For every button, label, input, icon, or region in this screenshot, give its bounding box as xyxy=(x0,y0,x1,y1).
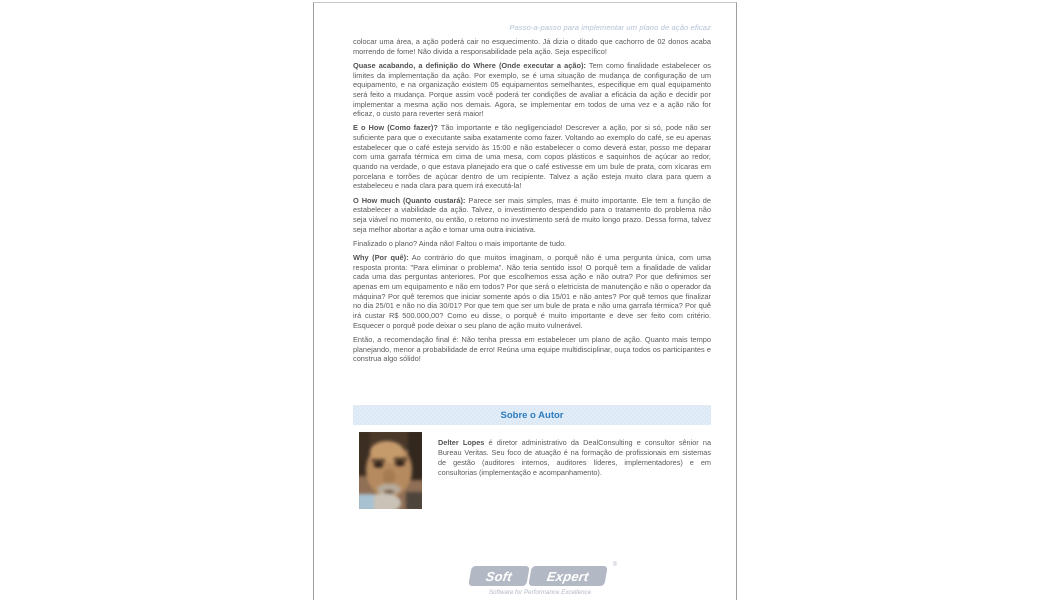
logo-expert-block: Expert xyxy=(528,566,608,586)
page-running-header: Passo-a-passo para implementar um plano de ação eficaz xyxy=(509,23,711,32)
paragraph: Então, a recomendação final é: Não tenha pressa em estabelecer um plano de ação. Quanto mais tempo planejando, menor a probabilidade de erro! Reúna uma equipe multidisciplinar, ouça todos os participantes e construa algo sólido! xyxy=(353,334,711,364)
paragraph: Quase acabando, a definição do Where (Onde executar a ação): Tem como finalidade estabelecer os limites da implementação da ação. Por exemplo, se é uma situação de mudança de configuração de um equipamento, e na organização existem 05 equipamentos semelhantes, especifique em qual equipamento será feito a mudança. Porque assim você poderá ter condições de avaliar a eficácia da ação e decidir por implementar a mesma ação nos demais. Agora, se implementar em todos de uma vez e a ação não for eficaz, o custo para reverter será maior! xyxy=(353,60,711,119)
softexpert-logo xyxy=(470,562,617,596)
logo-tagline: Software for Performance Excellence xyxy=(488,588,592,596)
author-section xyxy=(359,432,711,509)
author-portrait-image xyxy=(359,432,422,509)
registered-trademark-icon: ® xyxy=(612,562,617,568)
author-photo xyxy=(359,432,422,509)
paragraph: colocar uma área, a ação poderá cair no esquecimento. Já dizia o ditado que cachorro de 02 donos acaba morrendo de fome! Não divida a responsabilidade pela ação. Seja específico! xyxy=(353,37,711,56)
paragraph: Finalizado o plano? Ainda não! Faltou o mais importante de tudo. xyxy=(353,238,567,248)
paragraph: E o How (Como fazer)? Tão importante e tão negligenciado! Descrever a ação, por si só, pode não ser suficiente para que o executante saiba exatamente como fazer. Voltando ao exemplo do café, se eu apenas estabelecer que o café esteja servido às 15:00 e não estabelecer o como deverá estar, posso me deparar com uma garrafa térmica em cima de uma mesa, com copos plásticos e saquinhos de açúcar ao redor, quando na verdade, o que estava planejado era que o café estivesse em um bule de prata, com xícaras em porcelana e torrões de açúcar dentro de um recipiente. Talvez a ação esteja muito clara para quem a estabeleceu e nada clara para quem irá executá-la! xyxy=(353,123,711,191)
about-author-banner xyxy=(353,405,711,425)
author-bio: Delter Lopes é diretor administrativo da DealConsulting e consultor sênior na Bureau Veritas. Seu foco de atuação é na formação de profissionais em sistemas de gestão (auditores internos, auditores líderes, implementadores) e em consultorias (implementação e acompanhamento). xyxy=(438,438,711,477)
document-body xyxy=(353,37,711,369)
paragraph: Why (Por quê): Ao contrário do que muitos imaginam, o porquê não é uma pergunta única, com uma resposta pronta: "Para eliminar o problema". Não teria sentido isso! O porquê tem a finalidade de validar cada uma das perguntas anteriores. Por que escolhemos essa ação e não outra? Por que definimos ser apenas em um equipamento e não em todos? Por que será o eletricista de manutenção e não o operador da máquina? Por quê teremos que iniciar somente após o dia 15/01 e não antes? Por quê temos que finalizar no dia 25/01 e não no dia 30/01? Por que tem que ser um bule de prata e não uma garrafa térmica? Por quê irá custar R$ 500.000,00? Como eu disse, o porquê é muito importante e deve ser feito com critério. Esquecer o porquê pode deixar o seu plano de ação muito vulnerável. xyxy=(353,253,711,330)
document-page xyxy=(313,2,737,600)
paragraph: O How much (Quanto custará): Parece ser mais simples, mas é muito importante. Ele tem a função de estabelecer a viabilidade da ação. Talvez, o investimento despendido para o tratamento do problema não seja viável no momento, ou então, o retorno no investimento será de muito longo prazo. Dessa forma, talvez seja melhor abortar a ação e tomar uma outra iniciativa. xyxy=(353,195,711,234)
about-author-title: Sobre o Autor xyxy=(500,409,564,421)
logo-soft-block: Soft xyxy=(468,566,530,586)
author-name: Delter Lopes xyxy=(438,438,485,447)
